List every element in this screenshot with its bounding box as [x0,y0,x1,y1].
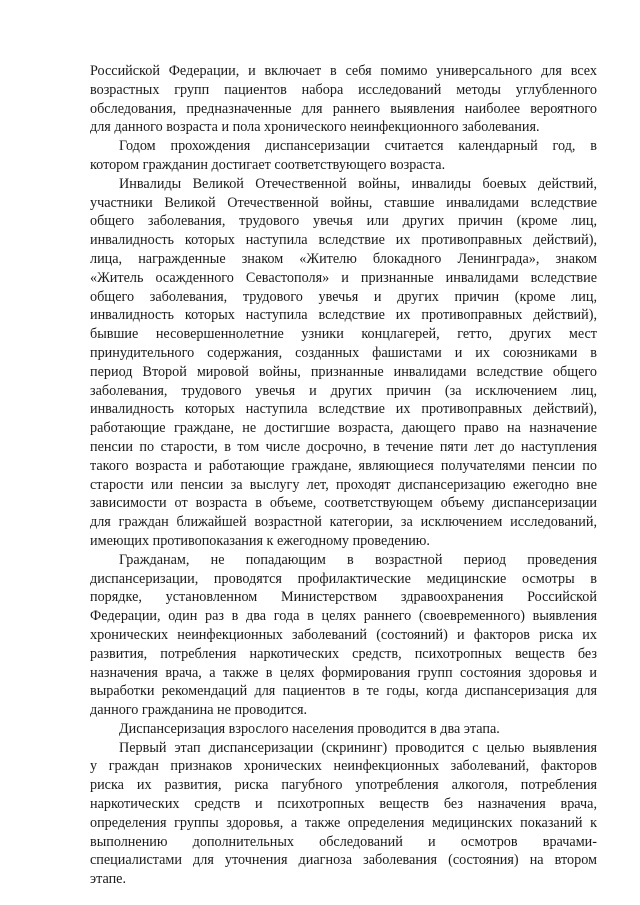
text-line: лица, награжденные знаком «Жителю блокадного Ленинграда», знаком [90,250,597,267]
text-line: хронических неинфекционных заболеваний (состояний) и факторов риска их [90,626,597,643]
text-line: порядке, установленном Министерством здравоохранения Российской [90,589,597,606]
text-line: котором гражданин достигает соответствующего возраста. [90,156,446,173]
text-line: пенсии по старости, в том числе досрочно, в течение пяти лет до наступления [90,438,597,455]
text-line: специалистами для уточнения диагноза заболевания (состояния) на втором [90,852,597,869]
text-line: заболевания, трудового увечья и других причин (за исключением лиц, [90,382,597,399]
paragraph [90,739,597,889]
text-line: для граждан ближайшей возрастной категории, за исключением исследований, [90,514,597,531]
text-line: инвалидность которых наступила вследствие их противоправных действий), [90,401,597,418]
text-line: «Житель осажденного Севастополя» и признанные инвалидами вследствие [90,269,597,286]
document-body [90,62,597,889]
text-line: данного гражданина не проводится. [90,702,308,719]
text-line: Гражданам, не попадающим в возрастной период проведения [119,551,597,568]
paragraph [90,720,597,739]
text-line: общего заболевания, трудового увечья и других причин (кроме лиц, [90,288,597,305]
paragraph [90,62,597,137]
text-line: зависимости от возраста в объеме, соответствующем объему диспансеризации [90,495,597,512]
text-line: диспансеризации, проводятся профилактические медицинские осмотры в [90,570,597,587]
text-line: для данного возраста и пола хронического неинфекционного заболевания. [90,119,540,136]
text-line: общего заболевания, трудового увечья или других причин (кроме лиц, [90,213,597,230]
paragraph [90,137,597,175]
text-line: этапе. [90,871,127,888]
text-line: у граждан признаков хронических неинфекционных заболеваний, факторов [90,758,597,775]
text-line: бывшие несовершеннолетние узники концлагерей, гетто, других мест [90,326,597,343]
text-line: развития, потребления наркотических средств, психотропных веществ без [90,645,597,662]
paragraph [90,551,597,720]
text-line: наркотических средств и психотропных веществ без назначения врача, [90,796,597,813]
text-line: выработки рекомендаций для пациентов в те годы, когда диспансеризация для [90,683,597,700]
text-line: определения группы здоровья, а также определения медицинских показаний к [90,814,597,831]
text-line: инвалидность которых наступила вследствие их противоправных действий), [90,307,597,324]
text-line: обследования, предназначенные для раннего выявления наиболее вероятного [90,100,597,117]
text-line: работающие граждане, не достигшие возраста, дающего право на назначение [90,420,597,437]
text-line: Российской Федерации, и включает в себя помимо универсального для всех [90,63,597,79]
text-line: имеющих противопоказания к ежегодному проведению. [90,532,430,549]
text-line: выполнению дополнительных обследований и осмотров врачами- [90,833,597,850]
text-line: Федерации, один раз в два года в целях раннего (своевременного) выявления [90,608,597,625]
paragraph [90,175,597,551]
text-line: назначения врача, а также в целях формирования групп состояния здоровья и [90,664,597,681]
text-line: Годом прохождения диспансеризации считается календарный год, в [119,138,597,155]
text-line: Диспансеризация взрослого населения проводится в два этапа. [119,720,500,737]
text-line: инвалидность которых наступила вследствие их противоправных действий), [90,232,597,249]
text-line: участники Великой Отечественной войны, ставшие инвалидами вследствие [90,194,597,211]
text-line: принудительного содержания, созданных фашистами и их союзниками в [90,344,597,361]
text-line: старости или пенсии за выслугу лет, проходят диспансеризацию ежегодно вне [90,476,597,493]
text-line: риска их развития, риска пагубного употребления алкоголя, потребления [90,777,597,794]
text-line: возрастных групп пациентов набора исследований методы углубленного [90,81,597,98]
text-line: Первый этап диспансеризации (скрининг) проводится с целью выявления [119,739,597,756]
text-line: Инвалиды Великой Отечественной войны, инвалиды боевых действий, [119,175,597,192]
text-line: такого возраста и работающие граждане, являющиеся получателями пенсии по [90,457,597,474]
text-line: период Второй мировой войны, признанные инвалидами вследствие общего [90,363,597,380]
